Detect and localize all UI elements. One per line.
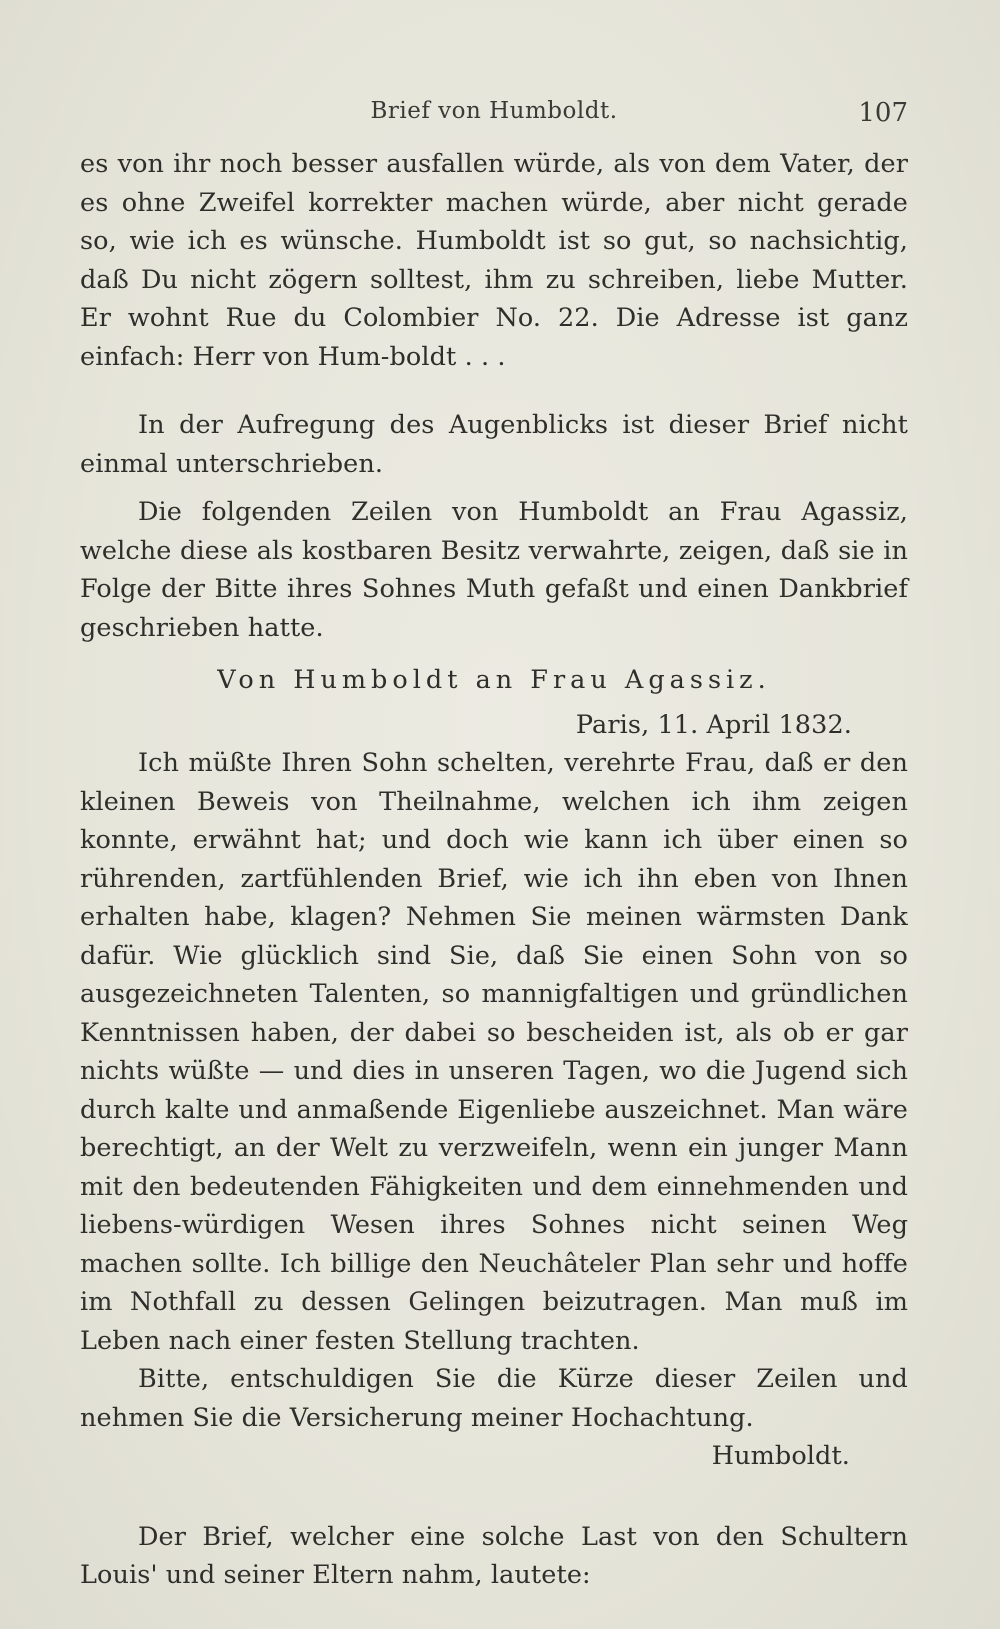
letter-heading: Von Humboldt an Frau Agassiz. — [217, 665, 771, 695]
paragraph-unsigned-note: In der Aufregung des Augenblicks ist dieser Brief nicht einmal unterschrieben. — [80, 410, 908, 479]
running-head — [80, 98, 908, 138]
paragraph-introduction: Die folgenden Zeilen von Humboldt an Frau Agassiz, welche diese als kostbaren Besitz verwahrte, zeigen, daß sie in Folge der Bitte ihres Sohnes Muth gefaßt und einen Dankbrief geschrieben hatte. — [80, 497, 908, 643]
running-title: Brief von Humboldt. — [370, 98, 618, 124]
letter-closing: Bitte, entschuldigen Sie die Kürze dieser Zeilen und nehmen Sie die Versicherung meiner Hochachtung. — [80, 1364, 908, 1433]
paragraph-continuation: es von ihr noch besser ausfallen würde, als von dem Vater, der es ohne Zweifel korrekter machen würde, aber nicht gerade so, wie ich es wünsche. Humboldt ist so gut, so nachsichtig, daß Du nicht zögern solltest, ihm zu schreiben, liebe Mutter. Er wohnt Rue du Colombier No. 22. Die Adresse ist ganz einfach: Herr von Hum-boldt . . . — [80, 149, 908, 372]
letter-body: Ich müßte Ihren Sohn schelten, verehrte Frau, daß er den kleinen Beweis von Theilnahme, welchen ich ihm zeigen konnte, erwähnt hat; und doch wie kann ich über einen so rührenden, zartfühlenden Brief, wie ich ihn eben von Ihnen erhalten habe, klagen? Nehmen Sie meinen wärmsten Dank dafür. Wie glücklich sind Sie, daß Sie einen Sohn von so ausgezeichneten Talenten, so mannigfaltigen und gründlichen Kenntnissen haben, der dabei so bescheiden ist, als ob er gar nichts wüßte — und dies in unseren Tagen, wo die Jugend sich durch kalte und anmaßende Eigenliebe auszeichnet. Man wäre berechtigt, an der Welt zu verzweifeln, wenn ein junger Mann mit den bedeutenden Fähigkeiten und dem einnehmenden und liebens-würdigen Wesen ihres Sohnes nicht seinen Weg machen sollte. Ich billige den Neuchâteler Plan sehr und hoffe im Nothfall zu dessen Gelingen beizutragen. Man muß im Leben nach einer festen Stellung trachten. — [80, 748, 908, 1356]
paragraph-following: Der Brief, welcher eine solche Last von den Schultern Louis' und seiner Eltern nahm, lautete: — [80, 1521, 908, 1590]
letter-signature: Humboldt. — [711, 1441, 850, 1471]
page-number: 107 — [858, 98, 908, 128]
body-text — [80, 145, 908, 1595]
letter-dateline: Paris, 11. April 1832. — [575, 709, 852, 740]
